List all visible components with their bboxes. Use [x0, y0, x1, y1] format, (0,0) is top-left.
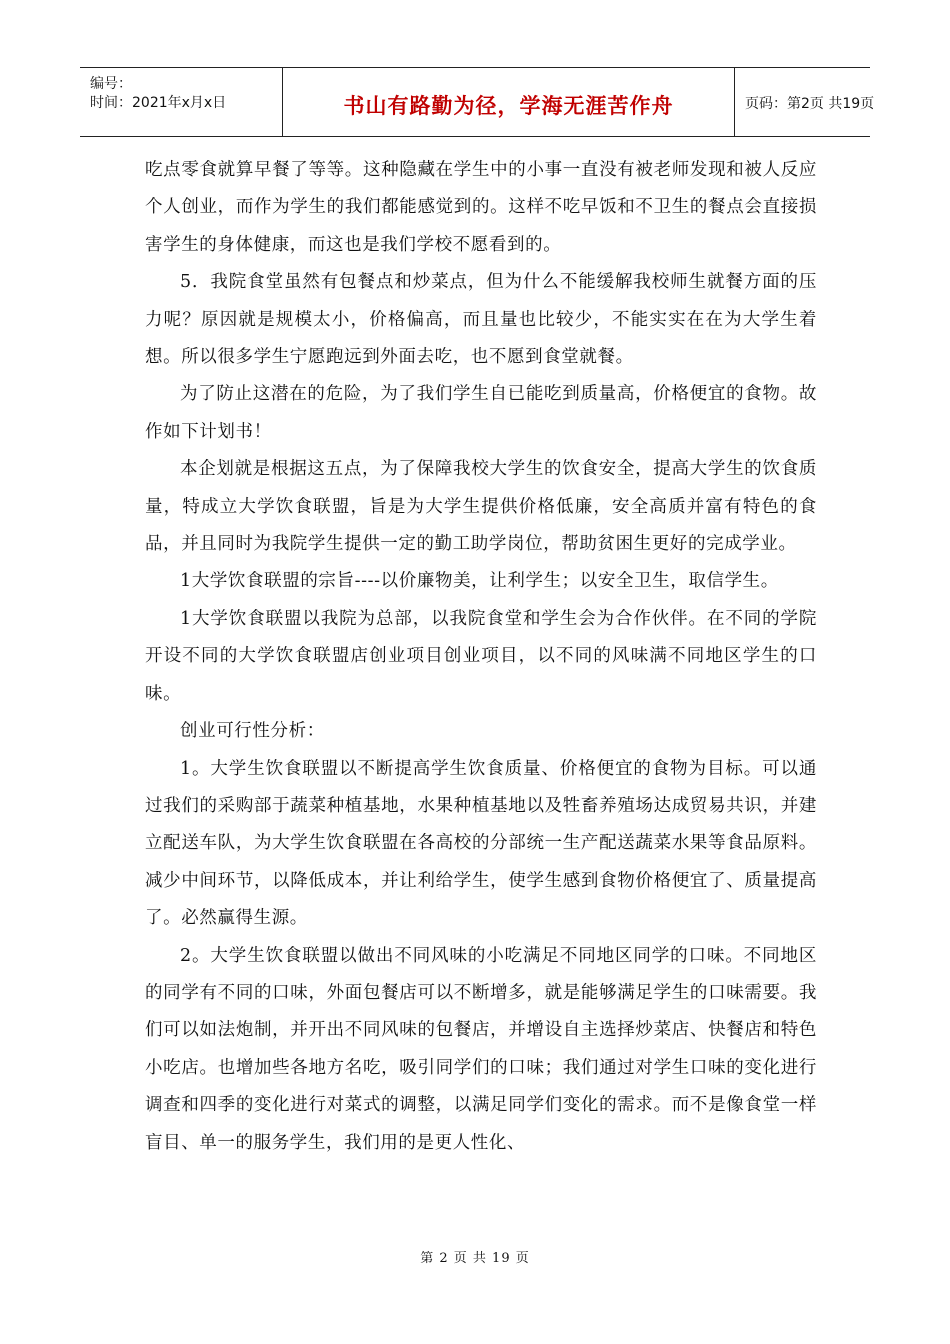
- header-page-cell: [735, 68, 875, 136]
- paragraph: 5．我院食堂虽然有包餐点和炒菜点，但为什么不能缓解我校师生就餐方面的压力呢？原因就是规模太小，价格偏高，而且量也比较少，不能实实在在为大学生着想。所以很多学生宁愿跑远到外面去吃，也不愿到食堂就餐。: [145, 272, 817, 368]
- paragraph: 1大学饮食联盟以我院为总部，以我院食堂和学生会为合作伙伴。在不同的学院开设不同的大学饮食联盟店创业项目创业项目，以不同的风味满不同地区学生的口味。: [145, 608, 817, 704]
- document-body: [145, 152, 817, 1162]
- paragraph: 2。大学生饮食联盟以做出不同风味的小吃满足不同地区同学的口味。不同地区的同学有不同的口味，外面包餐店可以不断增多，就是能够满足学生的口味需要。我们可以如法炮制，并开出不同风味的包餐店，并增设自主选择炒菜店、快餐店和特色小吃店。也增加些各地方名吃，吸引同学们的口味；我们通过对学生口味的变化进行调查和四季的变化进行对菜式的调整，以满足同学们变化的需求。而不是像食堂一样盲目、单一的服务学生，我们用的是更人性化、: [145, 945, 817, 1153]
- paragraph: 为了防止这潜在的危险，为了我们学生自已能吃到质量高，价格便宜的食物。故作如下计划书！: [145, 384, 817, 442]
- header-motto-cell: [283, 68, 735, 136]
- section-heading: 创业可行性分析：: [180, 721, 325, 742]
- document-number-label: 编号：: [90, 76, 132, 92]
- paragraph-continued: 吃点零食就算早餐了等等。这种隐藏在学生中的小事一直没有被老师发现和被人反应个人创业，而作为学生的我们都能感觉到的。这样不吃早饭和不卫生的餐点会直接损害学生的身体健康，而这也是我们学校不愿看到的。: [145, 160, 817, 255]
- header-page-code: 页码：第2页 共19页: [745, 96, 875, 112]
- header-meta-cell: [80, 68, 283, 136]
- document-date-label: 时间：2021年x月x日: [90, 95, 227, 111]
- paragraph: 本企划就是根据这五点，为了保障我校大学生的饮食安全，提高大学生的饮食质量，特成立大学饮食联盟，旨是为大学生提供价格低廉，安全高质并富有特色的食品，并且同时为我院学生提供一定的勤工助学岗位，帮助贫困生更好的完成学业。: [145, 459, 817, 555]
- header-motto: 书山有路勤为径，学海无涯苦作舟: [343, 94, 674, 118]
- paragraph: 1。大学生饮食联盟以不断提高学生饮食质量、价格便宜的食物为目标。可以通过我们的采购部于蔬菜种植基地，水果种植基地以及牲畜养殖场达成贸易共识，并建立配送车队，为大学生饮食联盟在各高校的分部统一生产配送蔬菜水果等食品原料。减少中间环节，以降低成本，并让利给学生，使学生感到食物价格便宜了、质量提高了。必然赢得生源。: [145, 758, 817, 929]
- page-footer: 第 2 页 共 19 页: [420, 1251, 530, 1266]
- paragraph: 1大学饮食联盟的宗旨----以价廉物美，让利学生；以安全卫生，取信学生。: [180, 571, 779, 592]
- document-header: [80, 67, 875, 137]
